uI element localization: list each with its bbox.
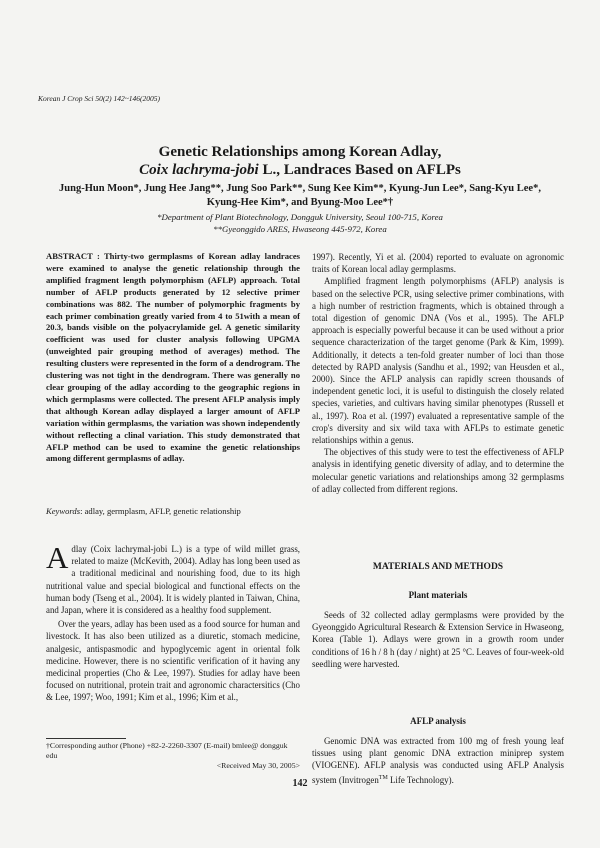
plant-materials-text: [312, 609, 564, 670]
plant-materials-paragraph: Seeds of 32 collected adlay germplasms were provided by the Gyeonggido Agricultural Research & Extension Service in Hwaseong, Korea (Table 1). Adlays were grown in a growth room under conditions of 16 h / 8 h (day / night) at 25 °C. Leaves of four-week-old seedling were harvested.: [312, 610, 564, 669]
abstract-text: Thirty-two germplasms of Korean adlay landraces were examined to analyse the genetic relationship through the amplified fragment length polymorphism (AFLP) approach. Total number of AFLP products generated by 12 selective primer combinations was 882. The number of polymorphic fragments by each primer combination greatly varied from 4 to 51with a mean of 20.3, bands visible on the polyacrylamide gel. A genetic similarity coefficient was used for cluster analysis following UPGMA (unweighted pair grouping method of averages) method. The resulting clusters were represented in the form of a dendrogram. The clustering was not tight in the dendrogram. There was generally no clear grouping of the adlay according to the geographic regions in which germplasms were collected. The present AFLP analysis imply that although Korean adlay displayed a larger amount of AFLP variation within germplasms, the variation was shown independently without reflecting a clinal variation. This study demonstrated that AFLP method can be used to examine the genetic relationships among different germplasms of adlay.: [46, 251, 301, 464]
right-paragraph-1: 1997). Recently, Yi et al. (2004) reported to evaluate on agronomic traits of Korean local adlay germplasms.: [312, 252, 564, 275]
aflp-paragraph-text: Genomic DNA was extracted from 100 mg of fresh young leaf tissues using plant genomic DNA extraction miniprep system (VIOGENE). AFLP analysis was conducted using AFLP Analysis system (Invitrogen: [312, 736, 564, 785]
aflp-analysis-heading: AFLP analysis: [410, 716, 466, 726]
affiliation-2: **Gyeonggido ARES, Hwaseong 445-972, Korea: [213, 224, 387, 234]
materials-methods-heading: MATERIALS AND METHODS: [372, 562, 504, 572]
right-paragraph-2: Amplified fragment length polymorphisms (AFLP) analysis is based on the selective PCR, using selective primer combinations, with a high number of restriction fragments, which is obtained through a total digestion of genomic DNA (Vos et al., 1995). The AFLP approach is especially powerful because it can be used without a prior sequence characterization of the target genome (Park & Kim, 1999). Additionally, it detects a ten-fold greater number of loci than those detected by RAPD analysis (Sandhu et al., 1992; van Heusden et al., 2000). Since the AFLP analysis can rapidly screen thousands of independent genetic loci, it is useful to distinguish the closely related species, varieties, and cultivars having similar phenotypes (Russell et al., 1997). Roa et al. (1997) evaluated a representative sample of the crop's diversity and six wild taxa with AFLPs to estimate genetic relationships within a genus.: [312, 276, 564, 446]
author-list-line-2: Kyung-Hee Kim*, and Byung-Moo Lee*†: [206, 197, 394, 208]
intro-paragraph-2: Over the years, adlay has been used as a food source for human and livestock. It has also been utilized as a diuretic, stomach medicine, analgesic, antispasmodic and hypoglycemic agent in oriental folk medicine. However, there is no scientific verification of it having any medicinal properties (Cho & Lee, 1997). Studies for adlay have been focused on nutritional, protein trait and agronomic charactersitics (Cho & Lee, 1997; Woo, 1991; Kim et al., 1996; Kim et al.,: [46, 619, 300, 703]
plant-materials-heading: Plant materials: [408, 590, 468, 600]
trademark-mark: TM: [378, 774, 388, 781]
keywords: [46, 505, 300, 517]
paper-title-line-2: [40, 161, 560, 179]
title-rest: L., Landraces Based on AFLPs: [258, 162, 461, 178]
intro-paragraph-1-text: dlay (Coix lachrymal-jobi L.) is a type of wild millet grass, related to maize (McKevith, 2004). Adlay has long been used as a traditional medicinal and nourishing food, due to its high nutritional value and special biological and functional effects on the human body (Tseng et al., 2004). It is widely planted in Taiwan, China, and Japan, where it is considered as a healthy food supplement.: [46, 544, 300, 616]
footnote-rule: [46, 738, 126, 739]
right-column-intro: [312, 251, 564, 495]
author-list-line-1: Jung-Hun Moon*, Jung Hee Jang**, Jung Soo Park**, Sung Kee Kim**, Kyung-Jun Lee*, Sang-Kyu Lee*,: [59, 183, 541, 194]
corresponding-author: †Corresponding author (Phone) +82-2-2260-3307 (E-mail) bmlee@ dongguk edu: [46, 741, 288, 760]
footnote: [46, 741, 300, 771]
abstract-heading: ABSTRACT :: [46, 251, 104, 261]
keywords-label: Keywords: [46, 506, 81, 516]
received-date: <Received May 30, 2005>: [216, 761, 300, 770]
species-name: Coix lachryma-jobi: [139, 162, 259, 178]
affiliation-1: *Department of Plant Biotechnology, Dongguk University, Seoul 100-715, Korea: [157, 212, 443, 222]
intro-paragraph-1: [46, 540, 300, 616]
page-number: 142: [292, 778, 308, 789]
journal-citation: Korean J Crop Sci 50(2) 142~146(2005): [38, 94, 161, 103]
right-paragraph-3: The objectives of this study were to test the effectiveness of AFLP analysis in identifying genetic diversity of adlay, and to determine the molecular genetic variations and relationships among 32 germplasms of adlay collected from different regions.: [312, 447, 564, 494]
paper-title-line-1: Genetic Relationships among Korean Adlay,: [158, 144, 442, 160]
drop-cap: A: [46, 540, 69, 575]
aflp-paragraph-end: Life Technology).: [387, 774, 454, 785]
introduction: [46, 540, 300, 704]
keywords-text: : adlay, germplasm, AFLP, genetic relationship: [80, 506, 241, 516]
abstract: [46, 251, 300, 465]
